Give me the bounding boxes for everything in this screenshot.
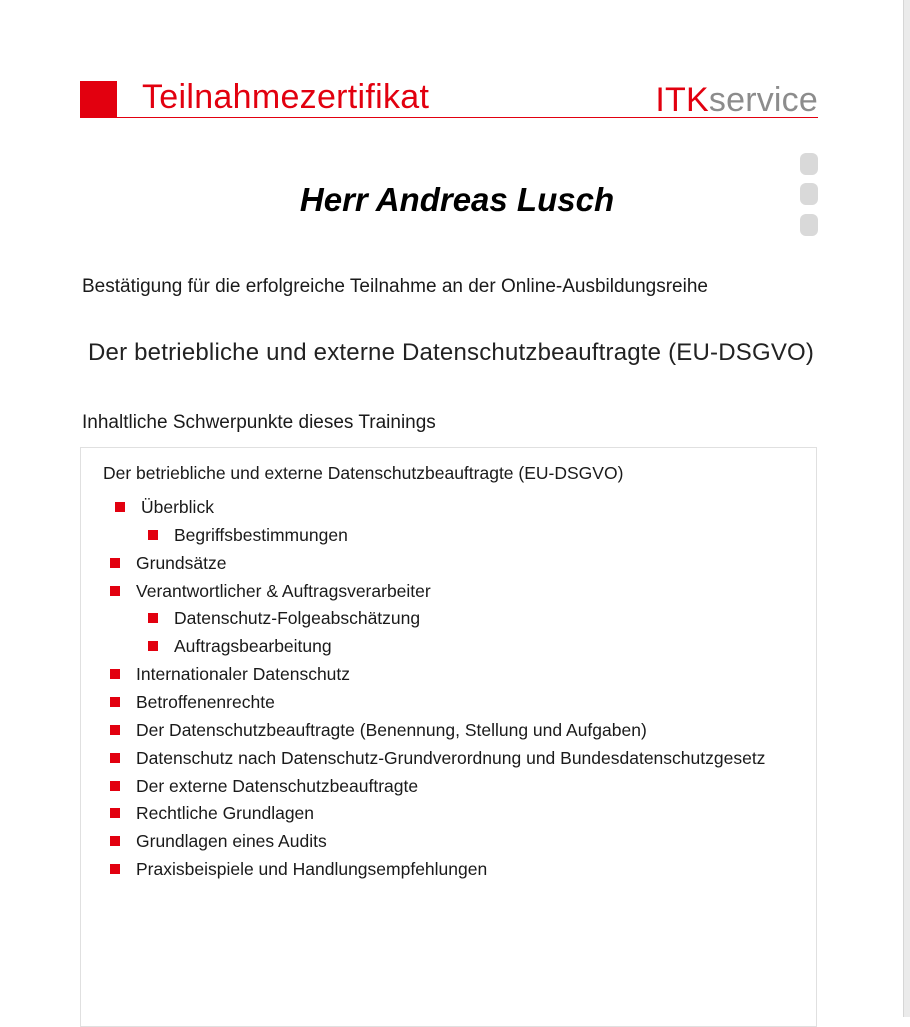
- bullet-square-icon: [110, 586, 120, 596]
- topic-item: [0, 775, 820, 797]
- topic-item: [0, 719, 820, 741]
- certificate-heading: Teilnahmezertifikat: [142, 78, 430, 116]
- bullet-square-icon: [110, 864, 120, 874]
- topic-item: [0, 552, 820, 574]
- topic-subitem: [0, 524, 820, 546]
- logo-square: [80, 81, 117, 118]
- window-edge: [903, 0, 910, 1017]
- topic-item: [0, 747, 820, 769]
- topic-item: [0, 691, 820, 713]
- bullet-square-icon: [110, 697, 120, 707]
- topic-label: Verantwortlicher & Auftragsverarbeiter: [136, 581, 431, 601]
- brand-logo-red: ITK: [655, 81, 709, 119]
- topic-label: Praxisbeispiele und Handlungsempfehlungen: [136, 859, 488, 879]
- topic-subitem: [0, 635, 820, 657]
- bullet-square-icon: [110, 808, 120, 818]
- topic-item: [0, 858, 820, 880]
- bullet-square-icon: [110, 836, 120, 846]
- bullet-square-icon: [110, 558, 120, 568]
- topic-label: Datenschutz nach Datenschutz-Grundverordnung und Bundesdatenschutzgesetz: [136, 748, 766, 768]
- bullet-square-icon: [110, 753, 120, 763]
- topic-label: Begriffsbestimmungen: [174, 525, 348, 545]
- topics-box-title: Der betriebliche und externe Datenschutzbeauftragte (EU-DSGVO): [103, 463, 624, 483]
- topic-label: Grundsätze: [136, 553, 227, 573]
- brand-logo-gray: service: [708, 81, 818, 119]
- bullet-square-icon: [110, 781, 120, 791]
- topic-label: Auftragsbearbeitung: [174, 636, 332, 656]
- topic-label: Betroffenenrechte: [136, 692, 275, 712]
- topic-label: Der Datenschutzbeauftragte (Benennung, Stellung und Aufgaben): [136, 720, 647, 740]
- bullet-square-icon: [115, 502, 125, 512]
- bullet-square-icon: [148, 641, 158, 651]
- bullet-square-icon: [110, 725, 120, 735]
- confirmation-text: Bestätigung für die erfolgreiche Teilnahme an der Online-Ausbildungsreihe: [82, 276, 708, 297]
- course-title: Der betriebliche und externe Datenschutzbeauftragte (EU-DSGVO): [88, 339, 815, 366]
- topic-label: Internationaler Datenschutz: [136, 664, 351, 684]
- topic-item: [0, 830, 820, 852]
- topic-label: Rechtliche Grundlagen: [136, 803, 315, 823]
- topic-subitem: [0, 607, 820, 629]
- bullet-square-icon: [110, 669, 120, 679]
- topic-item: [0, 580, 820, 602]
- bullet-square-icon: [148, 613, 158, 623]
- topic-item: [0, 663, 820, 685]
- sidebar-handle-1[interactable]: [800, 153, 818, 175]
- topic-item: [0, 802, 820, 824]
- topic-label: Grundlagen eines Audits: [136, 831, 327, 851]
- focus-heading: Inhaltliche Schwerpunkte dieses Trainings: [82, 412, 436, 433]
- recipient-name: Herr Andreas Lusch: [299, 181, 615, 218]
- brand-logo: [655, 81, 818, 120]
- topic-item: [0, 496, 820, 518]
- topic-label: Der externe Datenschutzbeauftragte: [136, 776, 419, 796]
- bullet-square-icon: [148, 530, 158, 540]
- topic-label: Überblick: [141, 497, 214, 517]
- topic-label: Datenschutz-Folgeabschätzung: [174, 608, 421, 628]
